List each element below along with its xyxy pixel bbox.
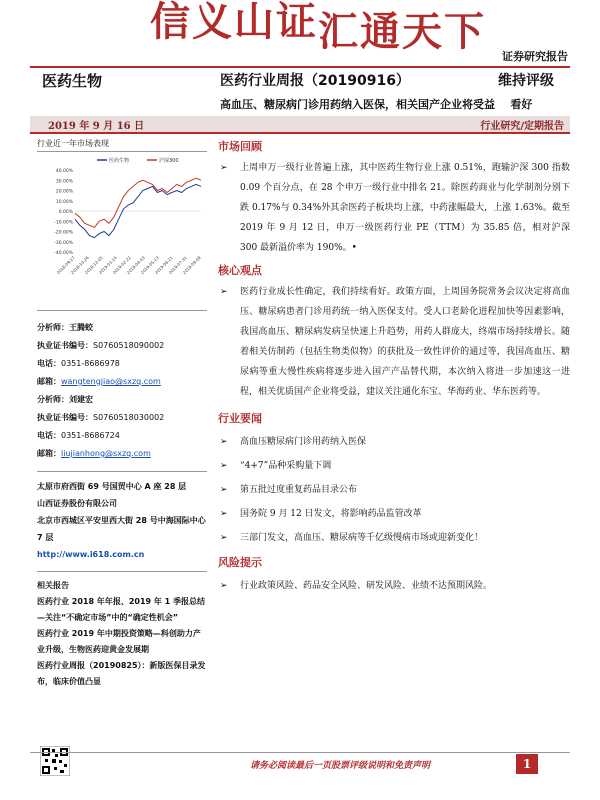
news-item: ➢ 高血压糖尿病门诊用药纳入医保 bbox=[218, 430, 570, 454]
analyst-email-link[interactable]: liujianhong@sxzq.com bbox=[61, 449, 151, 458]
section-title-risk: 风险提示 bbox=[218, 556, 262, 569]
phone-label: 电话： bbox=[37, 359, 61, 368]
analyst-email-link[interactable]: wangtengjiao@sxzq.com bbox=[61, 377, 161, 386]
address-line-1: 太原市府西街 69 号国贸中心 A 座 28 层 bbox=[37, 482, 187, 491]
market-performance-chart bbox=[37, 152, 207, 292]
report-type: 行业研究/定期报告 bbox=[480, 121, 564, 132]
report-tag: 证券研究报告 bbox=[502, 50, 568, 63]
analyst-phone: 0351-8686724 bbox=[61, 431, 120, 440]
footer-divider bbox=[30, 752, 570, 753]
section-title-market: 市场回顾 bbox=[218, 140, 262, 153]
headline-rating: 看好 bbox=[510, 98, 533, 111]
y-tick-label: 30.00% bbox=[55, 179, 73, 185]
page-number: 1 bbox=[516, 754, 538, 774]
analyst-name: 刘建宏 bbox=[69, 395, 93, 404]
company-address bbox=[37, 478, 207, 563]
analyst-role-label: 分析师： bbox=[37, 395, 69, 404]
related-report-item[interactable]: 医药行业 2018 年年报、2019 年 1 季报总结—关注“不确定市场”中的“确定性机会” bbox=[37, 597, 206, 622]
y-tick-label: 20.00% bbox=[55, 189, 73, 195]
section-title-news: 行业要闻 bbox=[218, 412, 262, 425]
disclaimer: 请务必阅读最后一页股票评级说明和免责声明 bbox=[250, 761, 431, 771]
y-tick-label: 10.00% bbox=[55, 199, 73, 205]
analyst-divider-bottom bbox=[37, 471, 207, 472]
email-label: 邮箱： bbox=[37, 449, 61, 458]
analyst-cert: S0760518030002 bbox=[93, 413, 165, 422]
related-reports bbox=[37, 578, 207, 690]
news-item: ➢ 三部门发文，高血压、糖尿病等千亿级慢病市场或迎新变化！ bbox=[218, 526, 570, 550]
cert-label: 执业证书编号： bbox=[37, 341, 93, 350]
analyst-block-2 bbox=[37, 391, 207, 463]
analyst-cert: S0760518090002 bbox=[93, 341, 165, 350]
chart-title: 行业近一年市场表现 bbox=[37, 139, 109, 148]
related-divider bbox=[37, 571, 207, 572]
y-tick-label: -40.00% bbox=[54, 251, 73, 256]
x-tick-label: 2019-04-03 bbox=[125, 255, 146, 276]
analyst-block-1 bbox=[37, 319, 207, 391]
y-tick-label: -20.00% bbox=[54, 230, 73, 236]
x-tick-label: 2018-12-05 bbox=[83, 255, 104, 276]
legend-label: 医药生物 bbox=[109, 158, 130, 164]
y-tick-label: 0.00% bbox=[58, 210, 73, 215]
headline bbox=[220, 96, 532, 112]
main-content bbox=[218, 134, 570, 598]
x-tick-label: 2019-07-31 bbox=[167, 255, 188, 276]
cert-label: 执业证书编号： bbox=[37, 413, 93, 422]
news-item: ➢ 第五批过度重复药品目录公布 bbox=[218, 478, 570, 502]
x-tick-label: 2019-06-21 bbox=[153, 255, 174, 276]
analyst-phone: 0351-8686978 bbox=[61, 359, 120, 368]
report-date: 2019 年 9 月 16 日 bbox=[48, 121, 145, 132]
x-tick-label: 2018-09-17 bbox=[55, 255, 76, 276]
qr-code-icon bbox=[40, 746, 70, 776]
y-tick-label: -30.00% bbox=[54, 240, 73, 246]
sector-title: 医药生物 bbox=[42, 72, 103, 90]
headline-text: 高血压、糖尿病门诊用药纳入医保，相关国产企业将受益 bbox=[220, 98, 495, 111]
y-tick-label: -10.00% bbox=[54, 220, 73, 226]
rating-label: 维持评级 bbox=[498, 73, 554, 89]
brand-slogan-part2: 汇通天下 bbox=[318, 9, 486, 55]
related-report-item[interactable]: 医药行业周报（20190825）：新版医保目录发布，临床价值凸显 bbox=[37, 661, 206, 686]
section-title-core: 核心观点 bbox=[218, 264, 262, 277]
core-view-text: ➢ 医药行业成长性确定，我们持续看好。政策方面，上周国务院常务会议决定将高血压、糖尿病患者门诊用药统一纳入医保支付。受人口老龄化进程加快等因素影响，我国高血压、糖尿病发病呈快速上升趋势，用药人群庞大，终端市场持续增长。随着相关仿制药（包括生物类似物）的获批及一致性评价的通过等，我国高血压、糖尿病等重大慢性疾病将逐步进入国产产品替代期，本次纳入将进一步加速这一进程，相关优质国产企业将受益，建议关注通化东宝、华海药业、华东医药等。 bbox=[218, 282, 570, 402]
analyst-name: 王腾蛟 bbox=[69, 323, 93, 332]
brand-slogan bbox=[150, 0, 486, 55]
company-website-link[interactable]: http://www.i618.com.cn bbox=[37, 550, 145, 559]
x-tick-label: 2019-09-09 bbox=[181, 255, 202, 276]
left-sidebar bbox=[37, 138, 207, 690]
date-bar bbox=[30, 116, 570, 134]
y-tick-label: 40.00% bbox=[55, 169, 73, 174]
related-report-item[interactable]: 医药行业 2019 年中期投资策略—科创助力产业升级，生物医药迎黄金发展期 bbox=[37, 629, 201, 654]
series-line bbox=[75, 178, 201, 227]
news-item: ➢ “4+7”品种采购量下调 bbox=[218, 454, 570, 478]
address-line-3: 北京市西城区平安里西大街 28 号中海国际中心 7 层 bbox=[37, 516, 206, 542]
company-name: 山西证券股份有限公司 bbox=[37, 499, 117, 508]
x-tick-label: 2018-10-26 bbox=[69, 255, 90, 276]
phone-label: 电话： bbox=[37, 431, 61, 440]
analyst-divider-top bbox=[37, 310, 207, 311]
brand-slogan-part1: 信义山证 bbox=[150, 0, 318, 45]
email-label: 邮箱： bbox=[37, 377, 61, 386]
market-review-text: ➢ 上周申万一级行业普遍上涨，其中医药生物行业上涨 0.51%，跑输沪深 300 指数 0.09 个百分点，在 28 个申万一级行业中排名 21。除医药商业与化学制剂分别下跌 0.17%与 0.34%外其余医药子板块均上涨，中药涨幅最大，上涨 1.63%。截至 2019 年 9 月 12 日，申万一级医药行业 PE（TTM）为 35.85 倍，相对沪深 300 最新溢价率为 190%。• bbox=[218, 158, 570, 258]
report-title: 医药行业周报（20190916） bbox=[220, 73, 410, 89]
analyst-role-label: 分析师： bbox=[37, 323, 69, 332]
legend-label: 沪深300 bbox=[159, 158, 179, 164]
risk-text: ➢ 行业政策风险、药品安全风险、研发风险、业绩不达预期风险。 bbox=[218, 574, 570, 598]
x-tick-label: 2019-05-13 bbox=[139, 255, 160, 276]
x-tick-label: 2019-02-22 bbox=[111, 255, 132, 276]
x-tick-label: 2019-01-14 bbox=[97, 255, 118, 276]
header-divider bbox=[30, 66, 570, 68]
related-reports-title: 相关报告 bbox=[37, 581, 69, 590]
news-item: ➢ 国务院 9 月 12 日发文，将影响药品监管改革 bbox=[218, 502, 570, 526]
